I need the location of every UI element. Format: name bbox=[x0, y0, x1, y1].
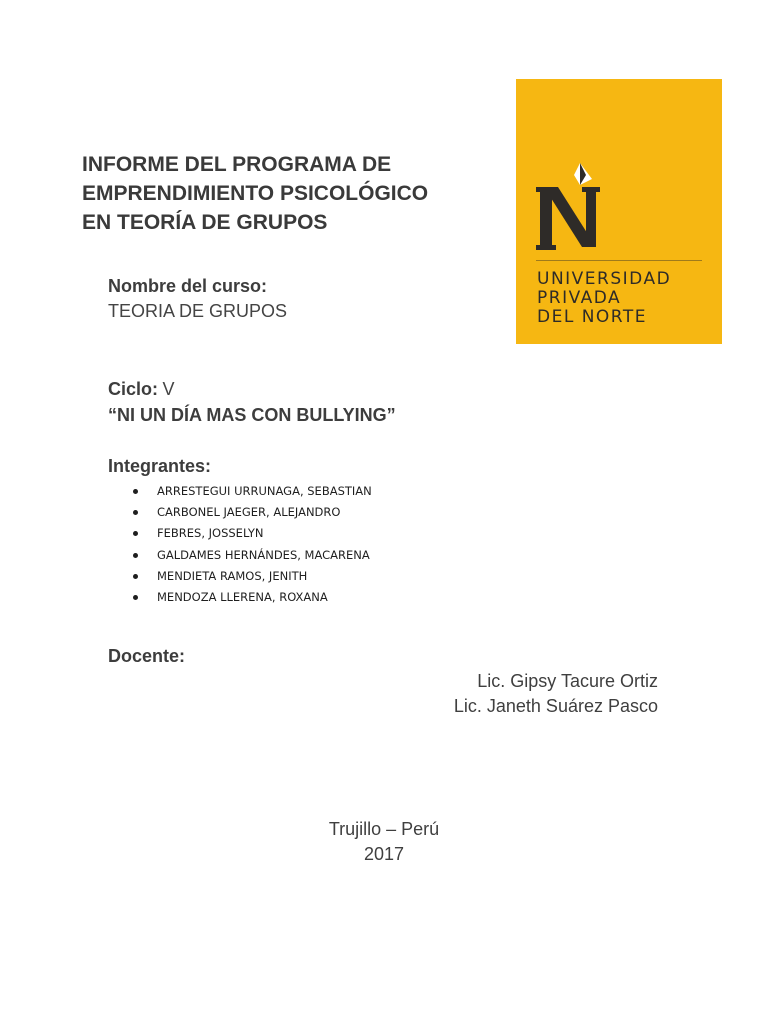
year-text: 2017 bbox=[363, 844, 405, 864]
member-name: ARRESTEGUI URRUNAGA, SEBASTIAN bbox=[157, 484, 372, 498]
cycle-value: V bbox=[162, 379, 175, 399]
university-logo bbox=[516, 79, 722, 344]
list-item bbox=[130, 502, 372, 523]
bullet-icon bbox=[133, 531, 138, 536]
place-text: Trujillo – Perú bbox=[328, 819, 440, 839]
list-item bbox=[130, 481, 372, 502]
logo-text-line-1: UNIVERSIDAD bbox=[537, 269, 672, 289]
bullet-icon bbox=[133, 553, 138, 558]
upn-n-logo-icon bbox=[536, 159, 608, 255]
logo-divider bbox=[536, 260, 702, 261]
document-title-line-3: EN TEORÍA DE GRUPOS bbox=[82, 211, 328, 234]
list-item bbox=[130, 545, 372, 566]
bullet-icon bbox=[133, 510, 138, 515]
list-item bbox=[130, 587, 372, 608]
document-title-line-2: EMPRENDIMIENTO PSICOLÓGICO bbox=[82, 182, 429, 205]
member-name: CARBONEL JAEGER, ALEJANDRO bbox=[157, 505, 341, 520]
member-name: FEBRES, JOSSELYN bbox=[157, 526, 264, 541]
bullet-icon bbox=[133, 595, 138, 600]
bullet-icon bbox=[133, 574, 138, 579]
bullet-icon bbox=[133, 489, 138, 494]
course-label: Nombre del curso: bbox=[108, 276, 268, 296]
logo-text-line-3: DEL NORTE bbox=[537, 307, 648, 327]
project-title: “NI UN DÍA MAS CON BULLYING” bbox=[108, 405, 396, 425]
member-name: MENDIETA RAMOS, JENITH bbox=[157, 568, 308, 583]
teacher-name-2: Lic. Janeth Suárez Pasco bbox=[453, 696, 658, 716]
logo-text-line-2: PRIVADA bbox=[537, 288, 622, 308]
document-title-line-1: INFORME DEL PROGRAMA DE bbox=[82, 153, 392, 176]
member-name: MENDOZA LLERENA, ROXANA bbox=[157, 589, 328, 604]
cycle-label: Ciclo: bbox=[108, 379, 159, 399]
cycle-row bbox=[108, 379, 174, 400]
list-item bbox=[130, 566, 372, 587]
member-name: GALDAMES HERNÁNDES, MACARENA bbox=[157, 547, 370, 562]
teacher-name-1: Lic. Gipsy Tacure Ortiz bbox=[477, 671, 658, 691]
list-item bbox=[130, 523, 372, 544]
members-label: Integrantes: bbox=[108, 456, 212, 476]
members-list bbox=[130, 481, 372, 608]
teachers-label: Docente: bbox=[108, 646, 186, 666]
course-value: TEORIA DE GRUPOS bbox=[108, 301, 288, 321]
